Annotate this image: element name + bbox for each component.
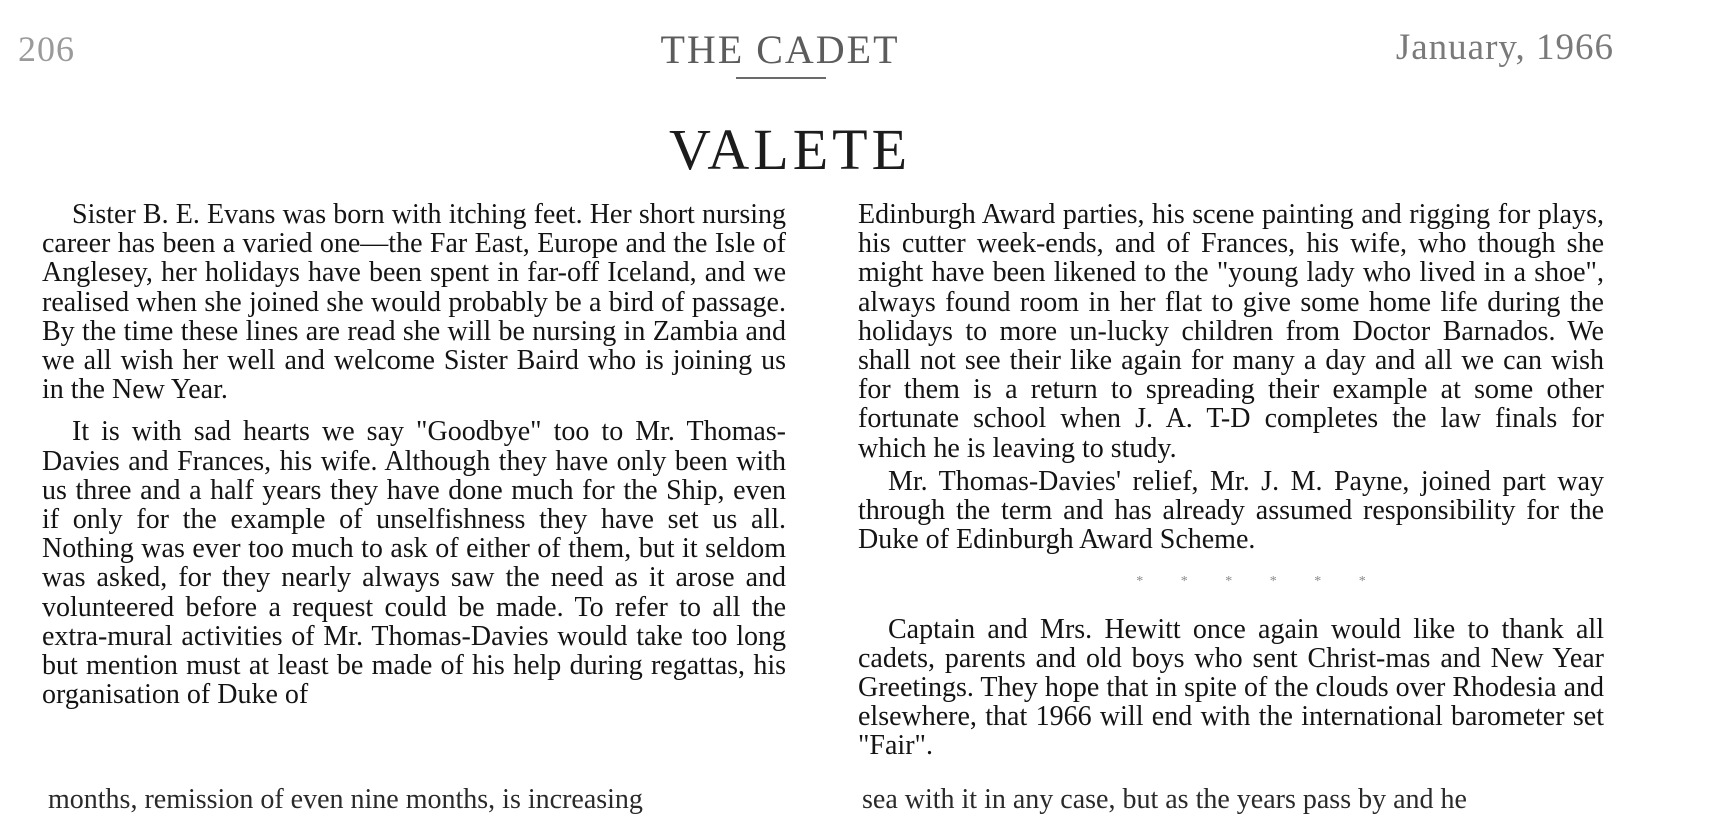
page-number: 206 [18,29,75,69]
right-column [858,200,1604,774]
paragraph-continued: Edinburgh Award parties, his scene painting and rigging for plays, his cutter week-ends, and of Frances, his wife, who though she might have been likened to the "young lady who lived in a shoe", always found room in her flat to give some home life during the holidays to more un-lucky children from Doctor Barnados. We shall not see their like again for many a day and all we can wish for them is a return to spreading their example at some other fortunate school when J. A. T-D completes the law finals for which he is leaving to study. [858,199,1604,464]
paragraph-sister-evans: Sister B. E. Evans was born with itching feet. Her short nursing career has been a varied one—the Far East, Europe and the Isle of Anglesey, her holidays have been spent in far-off Iceland, and we realised when she joined she would probably be a bird of passage. By the time these lines are read she will be nursing in Zambia and we all wish her well and welcome Sister Baird who is joining us in the New Year. [42,199,786,406]
clipped-line-right: sea with it in any case, but as the years pass by and he [862,785,1467,814]
paragraph-hewitt-greetings: Captain and Mrs. Hewitt once again would like to thank all cadets, parents and old boys who sent Christ-mas and New Year Greetings. They hope that in spite of the clouds over Rhodesia and elsewhere, that 1966 will end with the international barometer set "Fair". [858,613,1604,762]
publication-title: THE CADET [660,27,900,72]
section-heading: VALETE [668,117,911,182]
issue-date: January, 1966 [1395,27,1614,68]
asterisk-separator: * * * * * * [1136,574,1366,590]
left-column [42,200,786,722]
paragraph-thomas-davies: It is with sad hearts we say "Goodbye" too to Mr. Thomas-Davies and Frances, his wife. Although they have only been with us three and a half years they have done much for the Ship, even if only for the example of unselfishness they have set us all. Nothing was ever too much to ask of either of them, but it seldom was asked, for they nearly always saw the need as it arose and volunteered before a request could be made. To refer to all the extra-mural activities of Mr. Thomas-Davies would take too long but mention must at least be made of his help during regattas, his organisation of Duke of [42,416,786,711]
title-underline-divider [736,77,826,79]
clipped-line-left: months, remission of even nine months, is increasing [48,785,643,814]
paragraph-payne-relief: Mr. Thomas-Davies' relief, Mr. J. M. Payne, joined part way through the term and has already assumed responsibility for the Duke of Edinburgh Award Scheme. [858,465,1604,556]
